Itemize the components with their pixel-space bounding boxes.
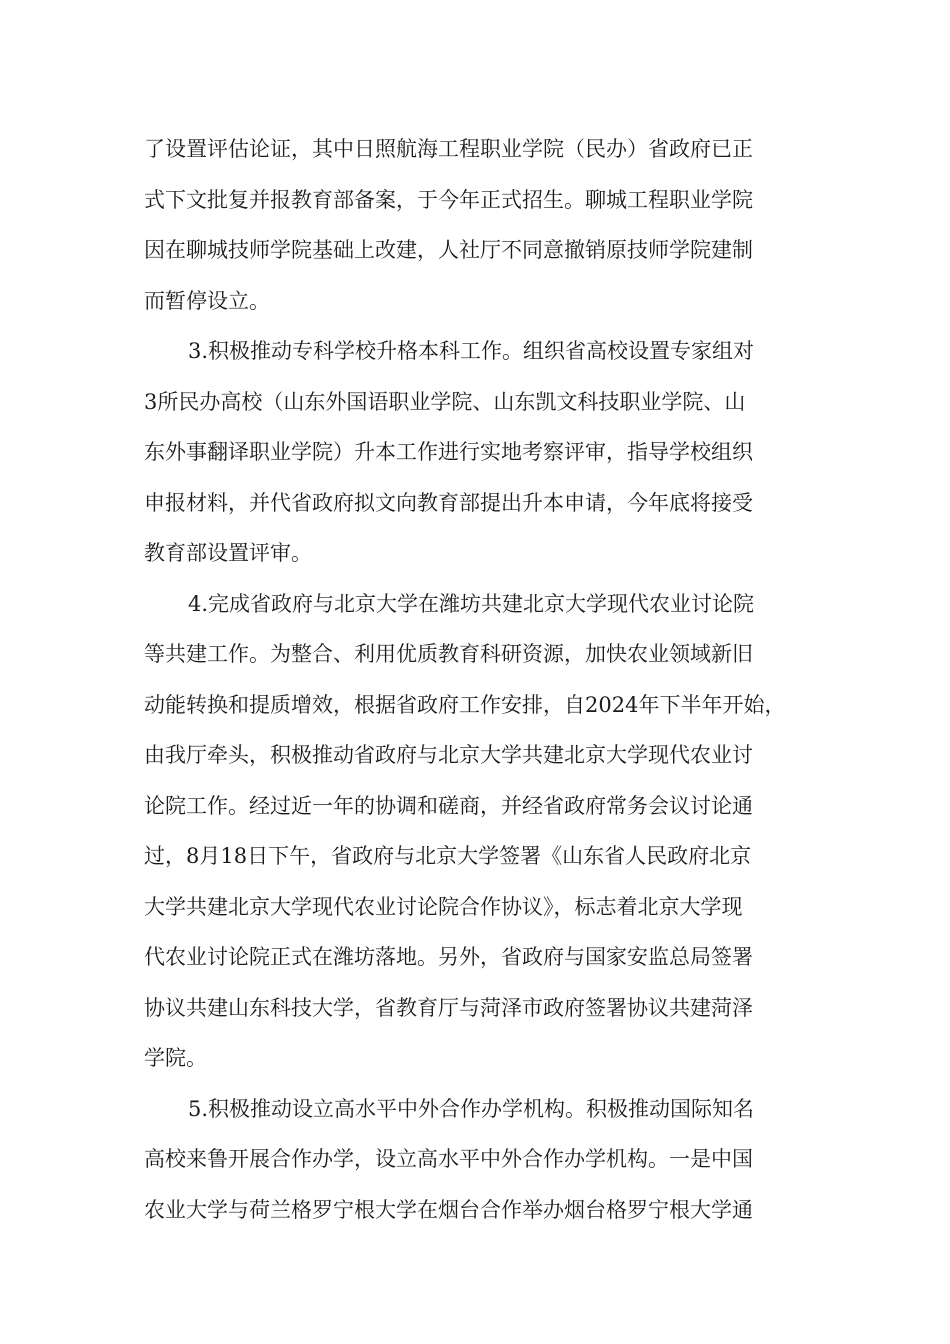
paragraph-line: 教育部设置评审。 <box>144 541 312 565</box>
paragraph-line: 学院。 <box>144 1046 207 1070</box>
document-body <box>144 124 814 1235</box>
paragraph-line: 农业大学与荷兰格罗宁根大学在烟台合作举办烟台格罗宁根大学通 <box>144 1197 753 1222</box>
paragraph-line: 了设置评估论证，其中日照航海工程职业学院（民办）省政府已正 <box>144 137 753 161</box>
paragraph-line: 代农业讨论院正式在潍坊落地。另外，省政府与国家安监总局签署 <box>144 945 753 969</box>
paragraph-line: 论院工作。经过近一年的协调和磋商，并经省政府常务会议讨论通 <box>144 793 753 818</box>
paragraph-line: 大学共建北京大学现代农业讨论院合作协议》，标志着北京大学现 <box>144 894 743 919</box>
paragraph-line: 式下文批复并报教育部备案，于今年正式招生。聊城工程职业学院 <box>144 187 753 212</box>
paragraph-line: 由我厅牵头，积极推动省政府与北京大学共建北京大学现代农业讨 <box>144 743 753 767</box>
paragraph-line: 动能转换和提质增效，根据省政府工作安排，自2024年下半年开始， <box>144 692 786 717</box>
paragraph-line: 高校来鲁开展合作办学，设立高水平中外合作办学机构。一是中国 <box>144 1147 753 1171</box>
paragraph-line: 协议共建山东科技大学，省教育厅与菏泽市政府签署协议共建菏泽 <box>144 995 753 1020</box>
paragraph-first-line: 3.积极推动专科学校升格本科工作。组织省高校设置专家组对 <box>188 339 755 363</box>
paragraph-line: 东外事翻译职业学院）升本工作进行实地考察评审，指导学校组织 <box>144 440 753 464</box>
paragraph-line: 3所民办高校（山东外国语职业学院、山东凯文科技职业学院、山 <box>144 389 746 414</box>
paragraph-first-line: 4.完成省政府与北京大学在潍坊共建北京大学现代农业讨论院 <box>188 591 755 616</box>
paragraph-line: 等共建工作。为整合、利用优质教育科研资源，加快农业领域新旧 <box>144 642 753 666</box>
paragraph-line: 过，8月18日下午，省政府与北京大学签署《山东省人民政府北京 <box>144 844 752 868</box>
paragraph-line: 申报材料，并代省政府拟文向教育部提出升本申请，今年底将接受 <box>144 490 753 515</box>
paragraph-line: 因在聊城技师学院基础上改建，人社厅不同意撤销原技师学院建制 <box>144 238 753 262</box>
paragraph-line: 而暂停设立。 <box>144 288 270 313</box>
paragraph-first-line: 5.积极推动设立高水平中外合作办学机构。积极推动国际知名 <box>188 1096 755 1121</box>
